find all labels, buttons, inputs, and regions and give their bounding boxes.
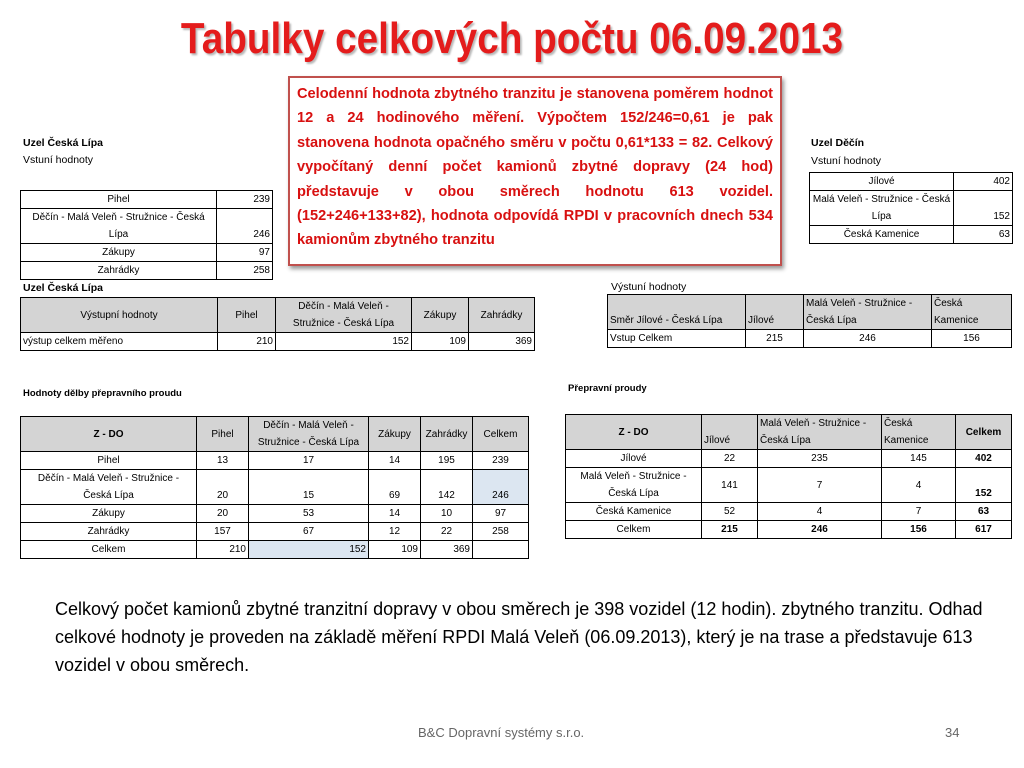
table-cell: 617 <box>956 521 1012 539</box>
table-cell: 156 <box>932 330 1012 348</box>
callout-text: Celodenní hodnota zbytného tranzitu je stanovena poměrem hodnot 12 a 24 hodinového měření. Výpočtem 152/246=0,61 je pak stanovena hodnota opačného směru v počtu 0,61*133 = 82. Celkový vypočítaný denní počet kamionů zbytné dopravy (24 hod) představuje v obou směrech hodnotu 613 vozidel. (152+246+133+82), hodnota odpovídá RPDI v pracovních dnech 534 kamionům zbytného tranzitu <box>297 86 773 249</box>
table-cell: 7 <box>882 503 956 521</box>
table-row <box>21 262 273 280</box>
table-row <box>21 191 273 209</box>
right-output-sublabel: Výstuní hodnoty <box>611 281 687 293</box>
table-cell: Celkem <box>21 541 197 559</box>
left-output-table <box>20 297 535 351</box>
table-cell: 7 <box>758 468 882 503</box>
table-cell: 20 <box>197 470 249 505</box>
table-cell: 195 <box>421 452 473 470</box>
table-cell: 97 <box>217 244 273 262</box>
column-header: Zákupy <box>369 417 421 452</box>
table-cell: Jílové <box>810 173 954 191</box>
left-input-table <box>20 190 273 280</box>
column-header: Zákupy <box>412 298 469 333</box>
table-cell: 156 <box>882 521 956 539</box>
slide-title: Tabulky celkových počtu 06.09.2013 <box>180 14 844 63</box>
table-cell: 258 <box>473 523 529 541</box>
table-row <box>566 468 1012 503</box>
table-cell: Pihel <box>21 191 217 209</box>
table-row <box>21 523 529 541</box>
table-cell: 239 <box>473 452 529 470</box>
page-number: 34 <box>945 725 960 740</box>
table-row <box>21 470 529 505</box>
table-cell: Malá Veleň - Stružnice - Česká Lípa <box>810 191 954 226</box>
table-header-row <box>21 417 529 452</box>
table-row <box>566 450 1012 468</box>
table-cell: 369 <box>469 333 535 351</box>
column-header: Česká Kamenice <box>882 415 956 450</box>
table-cell: 369 <box>421 541 473 559</box>
table-row <box>810 191 1013 226</box>
table-cell: 246 <box>758 521 882 539</box>
column-header: Výstupní hodnoty <box>21 298 218 333</box>
table-cell: 152 <box>954 191 1013 226</box>
table-cell: Zahrádky <box>21 523 197 541</box>
table-cell: 63 <box>956 503 1012 521</box>
table-cell: Celkem <box>566 521 702 539</box>
column-header: Jílové <box>746 295 804 330</box>
table-cell: 17 <box>249 452 369 470</box>
table-cell: Jílové <box>566 450 702 468</box>
left-node-label: Uzel Česká Lípa <box>23 137 103 149</box>
column-header: Malá Veleň - Stružnice - Česká Lípa <box>804 295 932 330</box>
table-cell: 13 <box>197 452 249 470</box>
table-cell: Zákupy <box>21 244 217 262</box>
table-cell: Malá Veleň - Stružnice - Česká Lípa <box>566 468 702 503</box>
table-cell: 12 <box>369 523 421 541</box>
column-header: Děčín - Malá Veleň - Stružnice - Česká Lípa <box>249 417 369 452</box>
table-cell: 67 <box>249 523 369 541</box>
column-header: Česká Kamenice <box>932 295 1012 330</box>
table-row <box>566 521 1012 539</box>
table-cell: 215 <box>746 330 804 348</box>
table-cell: 10 <box>421 505 473 523</box>
table-cell: Česká Kamenice <box>566 503 702 521</box>
table-cell: 239 <box>217 191 273 209</box>
table-cell: 4 <box>758 503 882 521</box>
table-cell: 15 <box>249 470 369 505</box>
table-cell: 97 <box>473 505 529 523</box>
table-cell: Zákupy <box>21 505 197 523</box>
column-header: Směr Jílové - Česká Lípa <box>608 295 746 330</box>
table-cell: 235 <box>758 450 882 468</box>
table-header-row <box>21 298 535 333</box>
footer-company: B&C Dopravní systémy s.r.o. <box>418 725 585 740</box>
table-cell: 4 <box>882 468 956 503</box>
table-cell: Vstup Celkem <box>608 330 746 348</box>
table-row <box>21 333 535 351</box>
table-row <box>21 452 529 470</box>
column-header: Malá Veleň - Stružnice - Česká Lípa <box>758 415 882 450</box>
table-cell: 109 <box>369 541 421 559</box>
table-cell: 14 <box>369 505 421 523</box>
table-cell: 109 <box>412 333 469 351</box>
table-cell: 157 <box>197 523 249 541</box>
table-cell: 142 <box>421 470 473 505</box>
table-row <box>21 541 529 559</box>
column-header: Jílové <box>702 415 758 450</box>
left-input-sublabel: Vstuní hodnoty <box>23 154 94 166</box>
table-cell: 210 <box>218 333 276 351</box>
table-row <box>21 209 273 244</box>
table-cell: 402 <box>954 173 1013 191</box>
column-header: Pihel <box>197 417 249 452</box>
table-cell: 210 <box>197 541 249 559</box>
table-row <box>810 226 1013 244</box>
left-matrix-table <box>20 416 529 559</box>
table-header-row <box>608 295 1012 330</box>
table-cell: 20 <box>197 505 249 523</box>
table-cell: Děčín - Malá Veleň - Stružnice - Česká Lípa <box>21 470 197 505</box>
table-cell: Česká Kamenice <box>810 226 954 244</box>
table-cell: výstup celkem měřeno <box>21 333 218 351</box>
column-header: Děčín - Malá Veleň - Stružnice - Česká Lípa <box>276 298 412 333</box>
right-matrix-table <box>565 414 1012 539</box>
column-header: Zahrádky <box>469 298 535 333</box>
column-header: Pihel <box>218 298 276 333</box>
table-cell: 152 <box>956 468 1012 503</box>
table-row <box>608 330 1012 348</box>
table-cell: 22 <box>421 523 473 541</box>
column-header: Celkem <box>473 417 529 452</box>
table-cell: 145 <box>882 450 956 468</box>
right-input-table <box>809 172 1013 244</box>
right-node-label: Uzel Děčín <box>811 137 865 149</box>
table-header-row <box>566 415 1012 450</box>
table-cell: 246 <box>473 470 529 505</box>
column-header: Z - DO <box>566 415 702 450</box>
table-cell: Pihel <box>21 452 197 470</box>
table-cell: 152 <box>276 333 412 351</box>
table-cell: 141 <box>702 468 758 503</box>
table-cell: 53 <box>249 505 369 523</box>
right-matrix-label: Přepravní proudy <box>568 383 647 394</box>
table-cell <box>473 541 529 559</box>
table-cell: 52 <box>702 503 758 521</box>
table-row <box>810 173 1013 191</box>
table-cell: 258 <box>217 262 273 280</box>
table-cell: 246 <box>217 209 273 244</box>
column-header: Z - DO <box>21 417 197 452</box>
left-output-node-label: Uzel Česká Lípa <box>23 282 103 294</box>
left-matrix-label: Hodnoty dělby přepravního proudu <box>23 388 182 399</box>
summary-text: Celkový počet kamionů zbytné tranzitní dopravy v obou směrech je 398 vozidel (12 hodin). zbytného tranzitu. Odhad celkové hodnoty je proveden na základě měření RPDI Malá Veleň (06.09.2013), který je na trase a představuje 613 vozidel v obou směrech. <box>55 599 983 675</box>
table-cell: 22 <box>702 450 758 468</box>
table-row <box>21 244 273 262</box>
table-row <box>566 503 1012 521</box>
callout-box <box>288 76 782 266</box>
column-header: Zahrádky <box>421 417 473 452</box>
right-output-table <box>607 294 1012 348</box>
table-cell: 402 <box>956 450 1012 468</box>
table-cell: Děčín - Malá Veleň - Stružnice - Česká Lípa <box>21 209 217 244</box>
table-cell: 69 <box>369 470 421 505</box>
table-cell: Zahrádky <box>21 262 217 280</box>
column-header: Celkem <box>956 415 1012 450</box>
table-cell: 63 <box>954 226 1013 244</box>
table-row <box>21 505 529 523</box>
table-cell: 14 <box>369 452 421 470</box>
table-cell: 152 <box>249 541 369 559</box>
right-input-sublabel: Vstuní hodnoty <box>811 155 882 167</box>
table-cell: 215 <box>702 521 758 539</box>
table-cell: 246 <box>804 330 932 348</box>
